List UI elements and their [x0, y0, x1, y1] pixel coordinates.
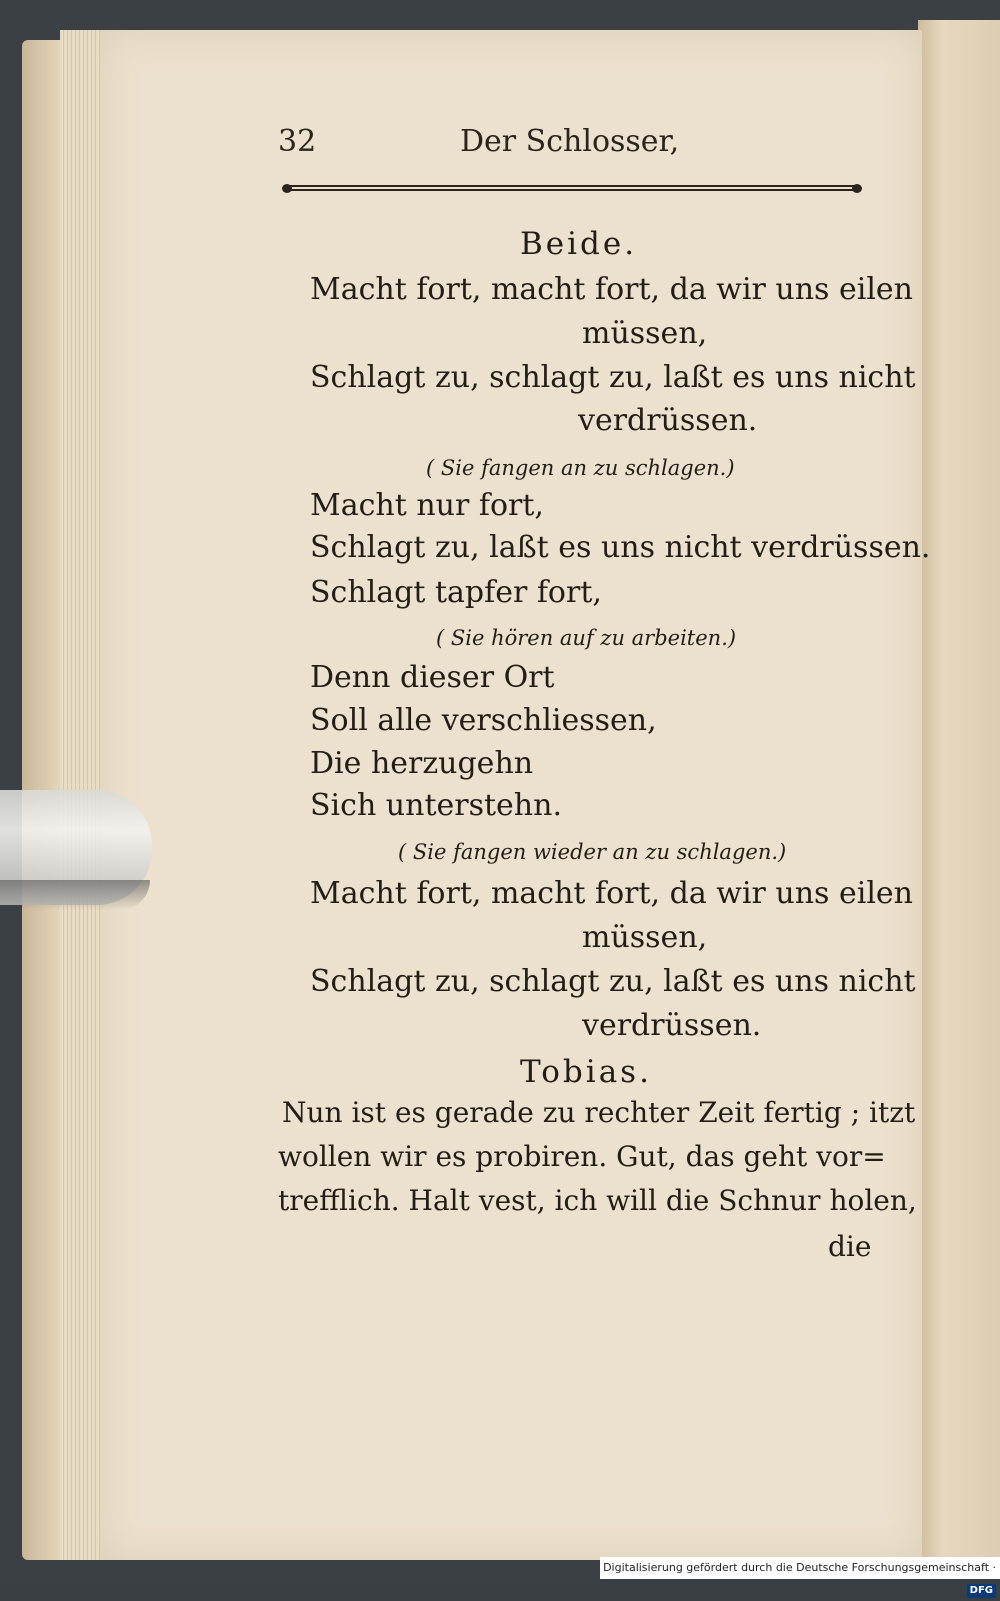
stage-direction: ( Sie fangen wieder an zu schlagen.) — [398, 840, 787, 864]
verse-line: Sich unterstehn. — [310, 788, 562, 823]
dfg-logo: DFG — [967, 1584, 996, 1598]
verse-line: Schlagt tapfer fort, — [310, 575, 602, 610]
prose-line: trefflich. Halt vest, ich will die Schnur holen, — [278, 1184, 917, 1217]
verse-line: müssen, — [582, 920, 708, 955]
catchword: die — [828, 1230, 872, 1263]
rule-right-cap — [852, 184, 862, 193]
verse-line: verdrüssen. — [578, 403, 758, 438]
stage-direction: ( Sie fangen an zu schlagen.) — [426, 456, 735, 480]
verse-line: Soll alle verschliessen, — [310, 703, 657, 738]
stage-direction: ( Sie hören auf zu arbeiten.) — [436, 626, 737, 650]
clip-shadow — [0, 880, 150, 910]
verse-line: Die herzugehn — [310, 746, 534, 781]
prose-line: wollen wir es probiren. Gut, das geht vor= — [278, 1140, 886, 1173]
rule-line-bottom — [288, 189, 856, 191]
digitization-credit — [600, 1557, 1000, 1596]
verse-line: Schlagt zu, schlagt zu, laßt es uns nicht — [310, 964, 916, 999]
running-title: Der Schlosser, — [460, 124, 680, 159]
verse-line: Macht fort, macht fort, da wir uns eilen — [310, 876, 914, 911]
verse-line: verdrüssen. — [582, 1008, 762, 1043]
rule-line-top — [288, 185, 856, 187]
verse-line: Schlagt zu, laßt es uns nicht verdrüssen. — [310, 530, 931, 565]
verse-line: Macht fort, macht fort, da wir uns eilen — [310, 272, 914, 307]
page-number: 32 — [278, 124, 317, 159]
page-weight-clip — [0, 790, 152, 910]
speaker-beide: Beide. — [520, 226, 638, 262]
facing-page-edge — [918, 20, 1000, 1565]
page-header — [278, 118, 868, 168]
speaker-tobias: Tobias. — [520, 1054, 652, 1090]
header-ornamental-rule — [282, 184, 862, 194]
verse-line: müssen, — [582, 316, 708, 351]
credit-text: Digitalisierung gefördert durch die Deutsche Forschungsgemeinschaft · — [603, 1561, 996, 1574]
verse-line: Denn dieser Ort — [310, 660, 555, 695]
verse-line: Schlagt zu, schlagt zu, laßt es uns nicht — [310, 360, 916, 395]
prose-line: Nun ist es gerade zu rechter Zeit fertig ; itzt — [282, 1096, 916, 1129]
verse-line: Macht nur fort, — [310, 488, 544, 523]
